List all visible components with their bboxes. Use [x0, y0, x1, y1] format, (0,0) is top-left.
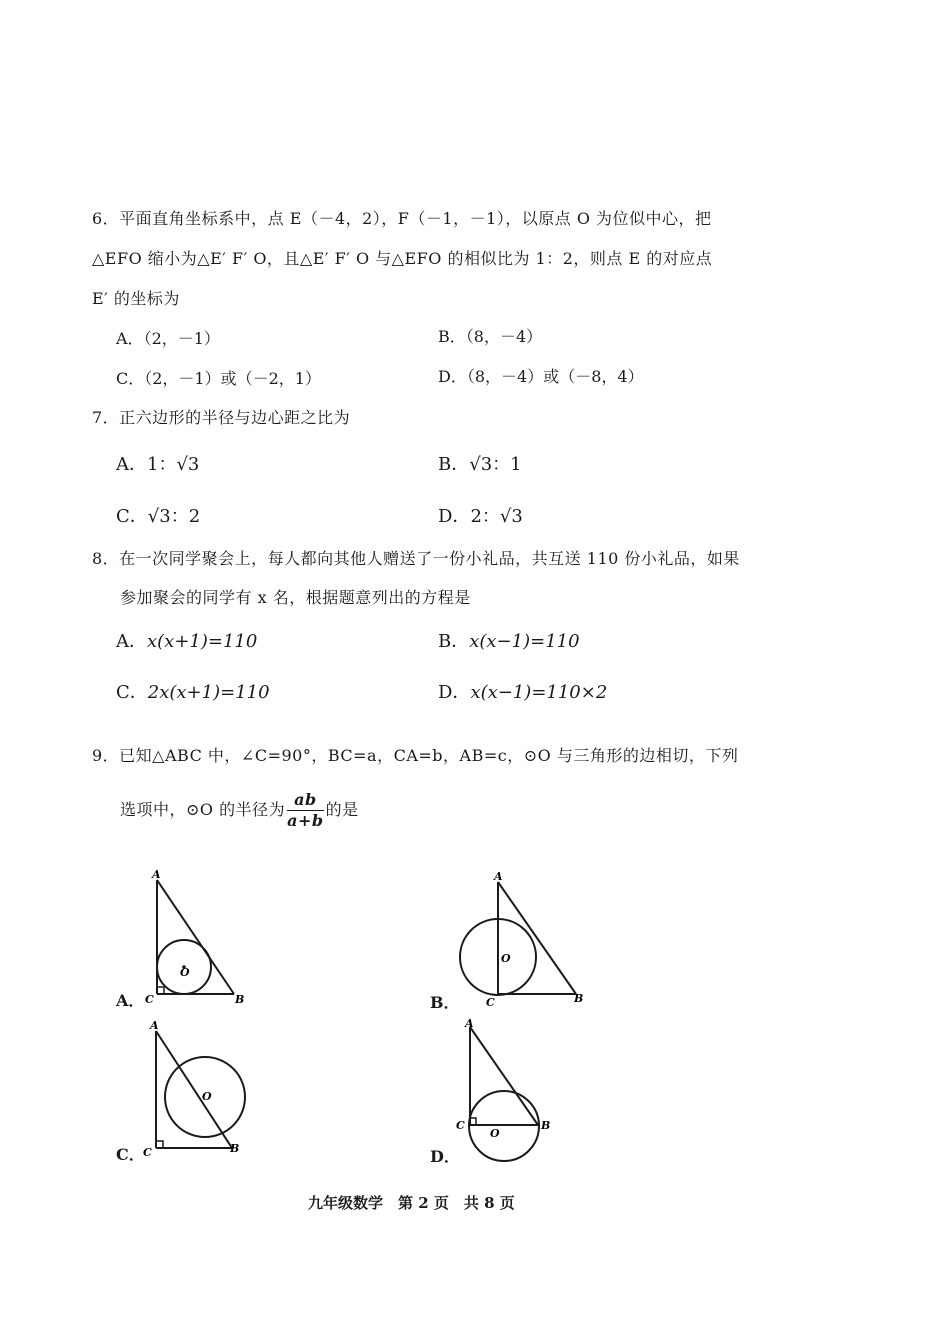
- label-o: O: [202, 1090, 212, 1103]
- right-angle-mark: [157, 987, 164, 994]
- option-text: （8，－4）: [465, 327, 543, 346]
- option-text: 2x(x+1)=110: [147, 682, 270, 703]
- q6-option-a: [116, 326, 220, 349]
- q6-stem-line3: E′ 的坐标为: [92, 289, 180, 308]
- figure-a-label: A．: [116, 991, 145, 1010]
- option-label: B．: [438, 631, 470, 652]
- option-text: x(x−1)=110×2: [470, 682, 608, 703]
- figure-d-label: D．: [430, 1147, 460, 1166]
- q9-stem-post: 的是: [325, 800, 359, 819]
- q7-option-c: [116, 502, 200, 528]
- q6-option-c: [116, 366, 321, 389]
- q8-option-c: [116, 678, 270, 704]
- option-label: A．: [116, 329, 144, 348]
- label-c: C: [145, 993, 154, 1006]
- option-text: （8，－4）或（－8，4）: [466, 367, 644, 386]
- label-a: A: [150, 1019, 159, 1032]
- radius-fraction: [287, 790, 323, 831]
- q6-option-b: [438, 324, 542, 347]
- option-label: B．: [438, 454, 470, 475]
- figure-b-label: B．: [430, 993, 460, 1012]
- fraction-denominator: a+b: [287, 811, 324, 830]
- q9-stem-line2: [120, 790, 359, 831]
- q6-stem-line2: △EFO 缩小为△E′ F′ O，且△E′ F′ O 与△EFO 的相似比为 1：2，则点 E 的对应点: [92, 249, 713, 268]
- q8-option-d: [438, 678, 607, 704]
- option-label: C．: [116, 369, 145, 388]
- label-b: B: [235, 993, 245, 1006]
- label-c: C: [486, 996, 495, 1009]
- right-angle-mark: [156, 1141, 163, 1148]
- option-text: √3：1: [469, 454, 522, 475]
- q8-stem-line2: 参加聚会的同学有 x 名，根据题意列出的方程是: [120, 588, 471, 607]
- option-label: D．: [438, 367, 467, 386]
- q7-option-d: [438, 502, 523, 528]
- label-b: B: [230, 1142, 240, 1155]
- label-b: B: [541, 1119, 551, 1132]
- figure-a-diagram: [140, 866, 260, 1011]
- option-label: A．: [116, 454, 147, 475]
- label-a: A: [152, 868, 161, 881]
- label-c: C: [456, 1119, 465, 1132]
- figure-d-diagram: [450, 1015, 570, 1165]
- q8-option-b: [438, 627, 580, 653]
- q8-stem-line1: 8．在一次同学聚会上，每人都向其他人赠送了一份小礼品，共互送 110 份小礼品，如果: [92, 549, 740, 568]
- option-text: 2：√3: [470, 506, 523, 527]
- fraction-numerator: ab: [287, 790, 323, 811]
- option-text: （2，－1）: [143, 329, 220, 348]
- option-label: C．: [116, 506, 148, 527]
- option-text: （2，－1）或（－2，1）: [144, 369, 321, 388]
- side-ab: [498, 882, 576, 994]
- option-label: A．: [116, 631, 147, 652]
- label-o: O: [180, 966, 190, 979]
- option-label: B．: [438, 327, 466, 346]
- figure-b-diagram: [450, 866, 600, 1011]
- option-text: x(x+1)=110: [147, 631, 258, 652]
- option-label: D．: [438, 682, 471, 703]
- label-o: O: [490, 1127, 500, 1140]
- q7-option-b: [438, 450, 522, 476]
- q7-stem: 7．正六边形的半径与边心距之比为: [92, 408, 351, 427]
- side-ab: [470, 1027, 538, 1125]
- page-footer: 九年级数学 第 2 页 共 8 页: [308, 1194, 515, 1212]
- q6-stem-line1: 6．平面直角坐标系中，点 E（－4，2），F（－1，－1），以原点 O 为位似中心，把: [92, 209, 712, 228]
- option-text: √3：2: [147, 506, 201, 527]
- label-o: O: [501, 952, 511, 965]
- label-b: B: [574, 992, 584, 1005]
- label-c: C: [143, 1146, 152, 1159]
- label-a: A: [494, 870, 503, 883]
- q6-option-d: [438, 364, 644, 387]
- q9-stem-line1: 9．已知△ABC 中，∠C=90°，BC=a，CA=b，AB=c，⊙O 与三角形的边相切，下列: [92, 746, 739, 765]
- figure-c-label: C．: [116, 1145, 145, 1164]
- option-text: 1：√3: [147, 454, 200, 475]
- label-a: A: [465, 1017, 474, 1030]
- q7-option-a: [116, 450, 199, 476]
- side-ab: [157, 880, 234, 994]
- option-text: x(x−1)=110: [469, 631, 580, 652]
- option-label: C．: [116, 682, 148, 703]
- side-ab: [156, 1031, 232, 1148]
- q8-option-a: [116, 627, 257, 653]
- q9-stem-pre: 选项中，⊙O 的半径为: [120, 800, 286, 819]
- figure-c-diagram: [140, 1015, 260, 1160]
- option-label: D．: [438, 506, 471, 527]
